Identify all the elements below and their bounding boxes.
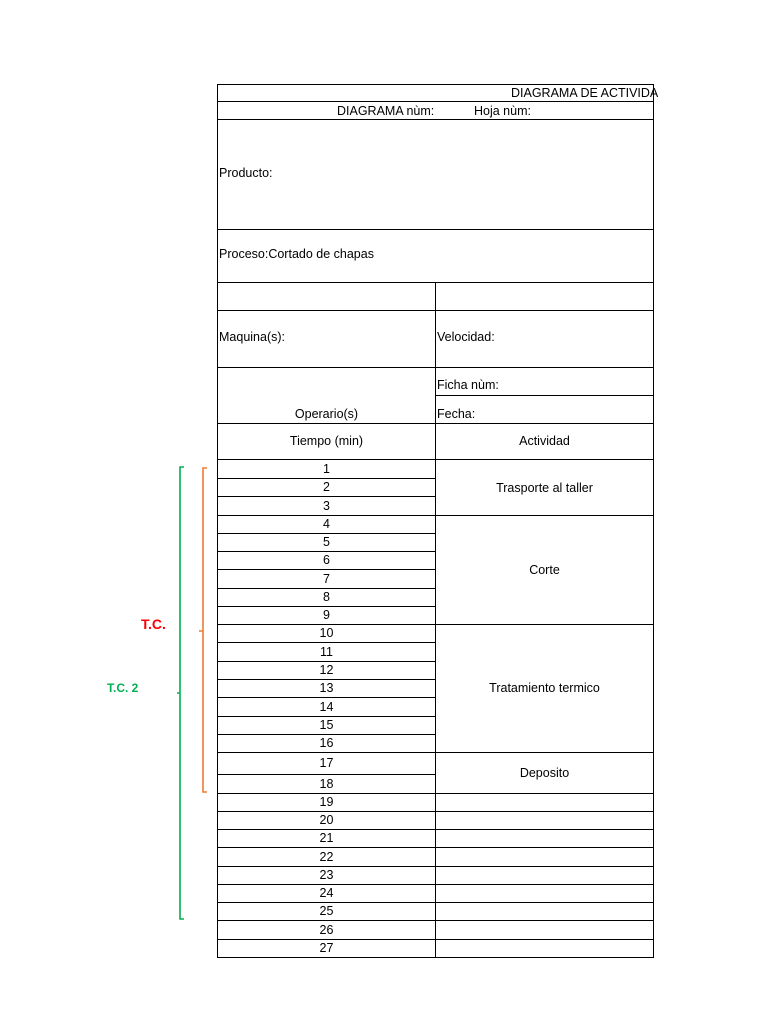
time-column-header: Tiempo (min) [289,434,364,448]
minute-cell: 11 [320,644,333,659]
tc1-bracket [196,460,216,800]
minute-cell: 14 [319,699,334,714]
minute-cell: 25 [319,904,334,918]
minute-cell: 17 [319,756,334,770]
minute-cell: 21 [319,831,334,845]
minute-cell: 4 [323,517,330,531]
date-label: Fecha: [437,407,476,421]
minute-cell: 23 [319,868,334,882]
minute-cell: 10 [319,626,334,640]
tc2-bracket [174,460,194,930]
activity-cell: Deposito [519,765,570,780]
minute-cell: 5 [323,535,330,549]
activity-cell: Tratamiento termico [489,681,600,695]
minute-cell: 1 [323,462,330,476]
minute-cell: 8 [323,590,330,604]
minute-cell: 27 [319,941,334,955]
activity-cell: Trasporte al taller [496,480,593,495]
process-label: Proceso:Cortado de chapas [219,247,374,261]
minute-cell: 6 [323,553,330,567]
minute-cell: 7 [323,571,330,586]
minute-cell: 16 [319,736,334,750]
product-label: Producto: [219,166,273,180]
operators-label: Operario(s) [294,407,359,421]
minute-cell: 2 [323,480,330,494]
diagram-number-label: DIAGRAMA nùm: [337,104,435,118]
diagram-title: DIAGRAMA DE ACTIVIDA [511,86,659,100]
minute-cell: 22 [319,849,334,864]
minute-cell: 3 [323,498,330,513]
minute-cell: 20 [319,813,334,827]
machines-label: Maquina(s): [219,330,285,344]
minute-cell: 24 [319,886,334,900]
minute-cell: 26 [319,922,334,937]
minute-cell: 13 [319,681,334,695]
tc1-label: T.C. [141,616,166,632]
sheet-number-label: Hoja nùm: [474,104,531,118]
minute-cell: 9 [323,608,330,622]
minute-cell: 15 [319,718,334,732]
minute-cell: 19 [319,795,334,809]
tc2-label: T.C. 2 [107,681,139,695]
activity-cell: Corte [529,562,560,577]
activity-column-header: Actividad [519,434,570,448]
speed-label: Velocidad: [437,330,495,344]
minute-cell: 12 [319,663,334,677]
minute-cell: 18 [319,776,334,791]
file-number-label: Ficha nùm: [437,378,499,392]
